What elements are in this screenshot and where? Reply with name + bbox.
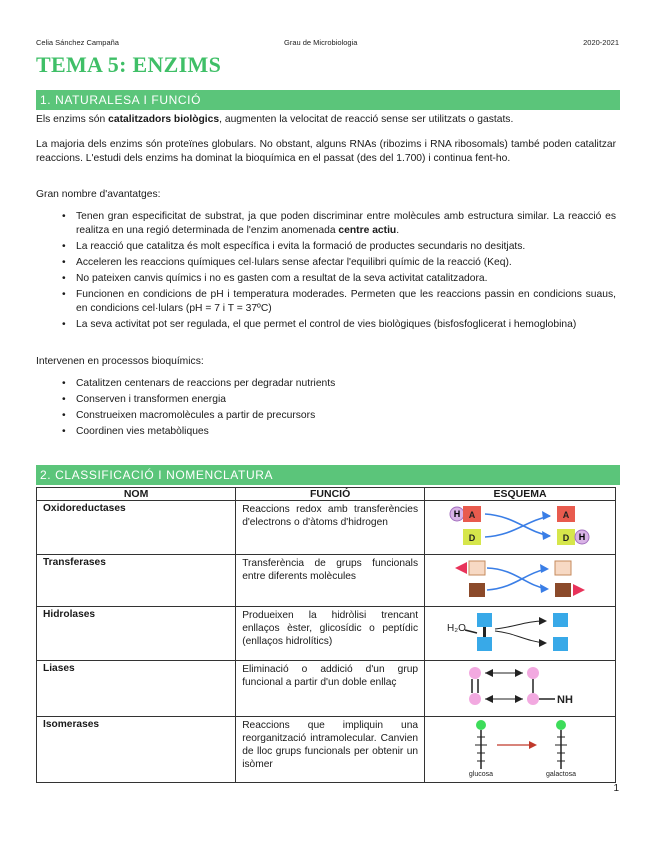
list-item: • No pateixen canvis químics i no es gasten com a resultat de la seva activitat catalitzadora. — [36, 272, 616, 286]
section-heading-2: 2. CLASSIFICACIÓ I NOMENCLATURA — [36, 465, 620, 485]
header-course: Grau de Microbiologia — [284, 38, 358, 47]
list-item: • Construeixen macromolècules a partir de precursors — [36, 409, 616, 423]
table-row — [37, 555, 616, 607]
scheme-label-galactosa: galactosa — [546, 771, 577, 778]
classification-table — [36, 487, 616, 783]
list-item: • Tenen gran especificitat de substrat, ja que poden discriminar entre molècules amb estructura similar. La reacció es realitza en una regió determinada de l'enzim anomenada centre actiu. — [36, 210, 616, 238]
column-header-funcio: FUNCIÓ — [236, 488, 425, 501]
processes-list — [36, 377, 616, 441]
scheme-transferases — [425, 555, 616, 607]
scheme-hidrolases — [425, 607, 616, 661]
section-heading-1: 1. NATURALESA I FUNCIÓ — [36, 90, 620, 110]
list-item: • Catalitzen centenars de reaccions per degradar nutrients — [36, 377, 616, 391]
table-row — [37, 607, 616, 661]
intro-paragraph: Els enzims són catalitzadors biològics, augmenten la velocitat de reacció sense ser utilitzats o gastats. — [36, 114, 514, 125]
column-header-esquema: ESQUEMA — [425, 488, 616, 501]
scheme-label-nh: NH — [557, 694, 573, 706]
row-function: Reaccions que impliquin una reorganització intramolecular. Canvien de lloc grups funcionals per obtenir un isòmer — [236, 717, 425, 783]
row-name: Transferases — [37, 555, 236, 607]
table-row — [37, 717, 616, 783]
column-header-nom: NOM — [37, 488, 236, 501]
page-title: TEMA 5: ENZIMS — [36, 52, 222, 77]
scheme-label-d: D — [468, 533, 476, 543]
header-year: 2020-2021 — [583, 38, 619, 47]
list-item: • Conserven i transformen energia — [36, 393, 616, 407]
scheme-liases — [425, 661, 616, 717]
header-author: Celia Sánchez Campaña — [36, 38, 119, 47]
scheme-label-a: A — [562, 510, 570, 520]
list-item: • Acceleren les reaccions químiques cel·lulars sense afectar l'equilibri químic de la reacció (Keq). — [36, 256, 616, 270]
scheme-label-h: H — [453, 509, 461, 519]
list-item: • La reacció que catalitza és molt específica i evita la formació de productes secundaris no desitjats. — [36, 240, 616, 254]
advantages-list — [36, 210, 616, 334]
list-item: • Coordinen vies metabòliques — [36, 425, 616, 439]
row-name: Oxidoreductases — [37, 501, 236, 555]
row-function: Eliminació o addició d'un grup funcional a partir d'un doble enllaç — [236, 661, 425, 717]
paragraph-2: La majoria dels enzims són proteïnes globulars. No obstant, alguns RNAs (ribozims i RNA ribosomals) també poden catalitzar reaccions. L'estudi dels enzims ha dominat la bioquímica en el passat (des del 1.700) i continua fent-ho. — [36, 139, 616, 164]
table-row — [37, 501, 616, 555]
list-item: • Funcionen en condicions de pH i temperatura moderades. Permeten que les reaccions passin en condicions suaus, en condicions cel·lulars (pH = 7 i T = 37ºC) — [36, 288, 616, 316]
list-item: • La seva activitat pot ser regulada, el que permet el control de vies biològiques (bisfosfoglicerat i hemoglobina) — [36, 318, 616, 332]
advantages-title: Gran nombre d'avantatges: — [36, 189, 161, 200]
table-row — [37, 661, 616, 717]
scheme-label-a: A — [468, 510, 476, 520]
scheme-isomerases — [425, 717, 616, 783]
scheme-oxidoreductases — [425, 501, 616, 555]
processes-title: Intervenen en processos bioquímics: — [36, 356, 204, 367]
row-function: Transferència de grups funcionals entre diferents molècules — [236, 555, 425, 607]
row-name: Hidrolases — [37, 607, 236, 661]
page-number: 1 — [613, 783, 619, 794]
scheme-label-glucosa: glucosa — [468, 771, 494, 778]
row-function: Produeixen la hidròlisi trencant enllaços èster, glicosídic o peptídic (enllaços hidrolítics) — [236, 607, 425, 661]
scheme-label-d: D — [562, 533, 570, 543]
row-name: Liases — [37, 661, 236, 717]
scheme-label-h: H — [578, 532, 586, 542]
scheme-label-h2o: H₂O — [447, 623, 466, 634]
row-function: Reaccions redox amb transferències d'electrons o d'àtoms d'hidrogen — [236, 501, 425, 555]
row-name: Isomerases — [37, 717, 236, 783]
